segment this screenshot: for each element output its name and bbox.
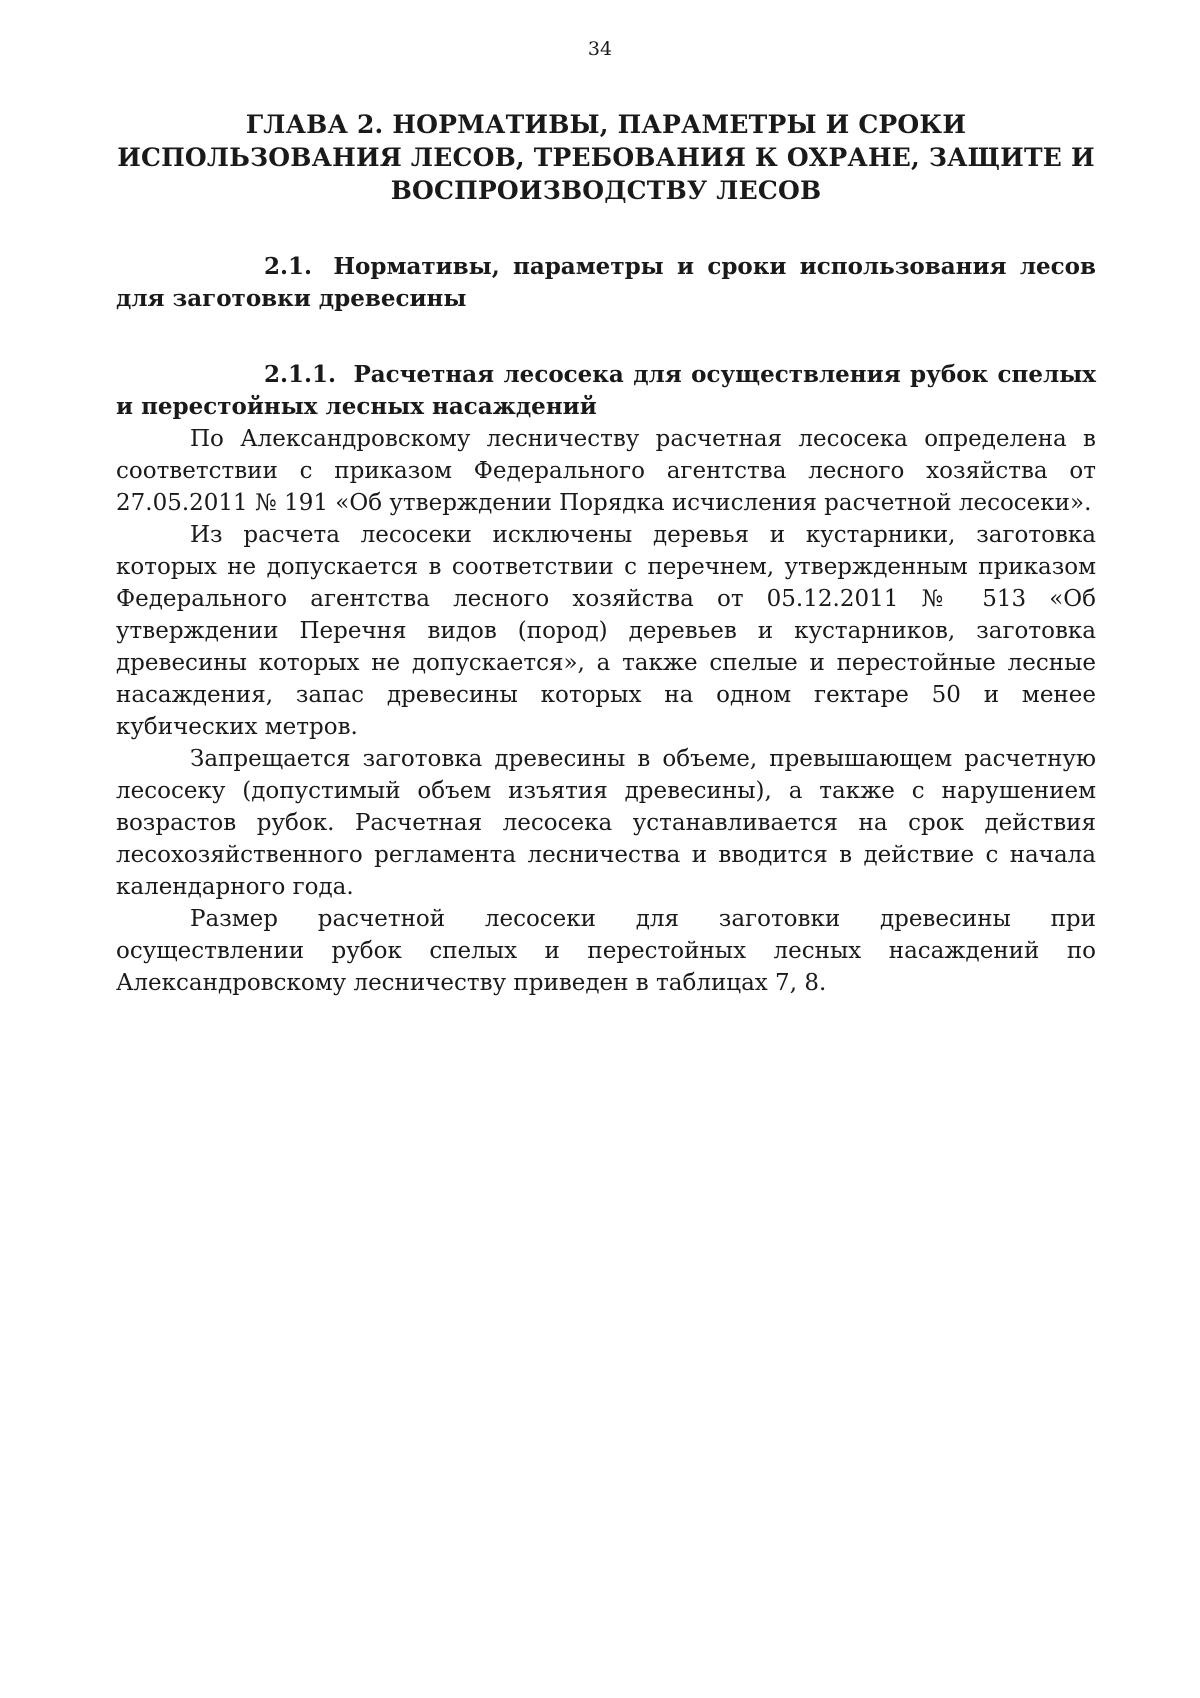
paragraph: По Александровскому лесничеству расчетная лесосека определена в соответствии с приказом Федерального агентства лесного хозяйства от 27.05.2011 № 191 «Об утверждении Порядка исчисления расчетной лесосеки». [116, 426, 1096, 516]
paragraph: Из расчета лесосеки исключены деревья и кустарники, заготовка которых не допускается в соответствии с перечнем, утвержденным приказом Федерального агентства лесного хозяйства от 05.12.2011 № 513 «Об утверждении Перечня видов (пород) деревьев и кустарников, заготовка древесины которых не допускается», а также спелые и перестойные лесные насаждения, запас древесины которых на одном гектаре 50 и менее кубических метров. [116, 522, 1096, 740]
section-heading-2-1-1 [116, 359, 1096, 423]
chapter-title: ГЛАВА 2. НОРМАТИВЫ, ПАРАМЕТРЫ И СРОКИ ИСПОЛЬЗОВАНИЯ ЛЕСОВ, ТРЕБОВАНИЯ К ОХРАНЕ, ЗАЩИТЕ И ВОСПРОИЗВОДСТВУ ЛЕСОВ [117, 110, 1095, 205]
paragraph: Запрещается заготовка древесины в объеме, превышающем расчетную лесосеку (допустимый объем изъятия древесины), а также с нарушением возрастов рубок. Расчетная лесосека устанавливается на срок действия лесохозяйственного регламента лесничества и вводится в действие с начала календарного года. [116, 746, 1096, 900]
document-body [116, 108, 1096, 999]
subsection-number: 2.1.1. [264, 361, 337, 388]
section-title-text: Нормативы, параметры и сроки использования лесов для заготовки древесины [116, 253, 1096, 312]
section-number: 2.1. [264, 253, 313, 280]
paragraph: Размер расчетной лесосеки для заготовки древесины при осуществлении рубок спелых и перестойных лесных насаждений по Александровскому лесничеству приведен в таблицах 7, 8. [116, 906, 1096, 996]
page-number: 34 [587, 38, 613, 60]
section-heading-2-1 [116, 251, 1096, 315]
subsection-title-text: Расчетная лесосека для осуществления рубок спелых и перестойных лесных насаждений [116, 361, 1096, 420]
